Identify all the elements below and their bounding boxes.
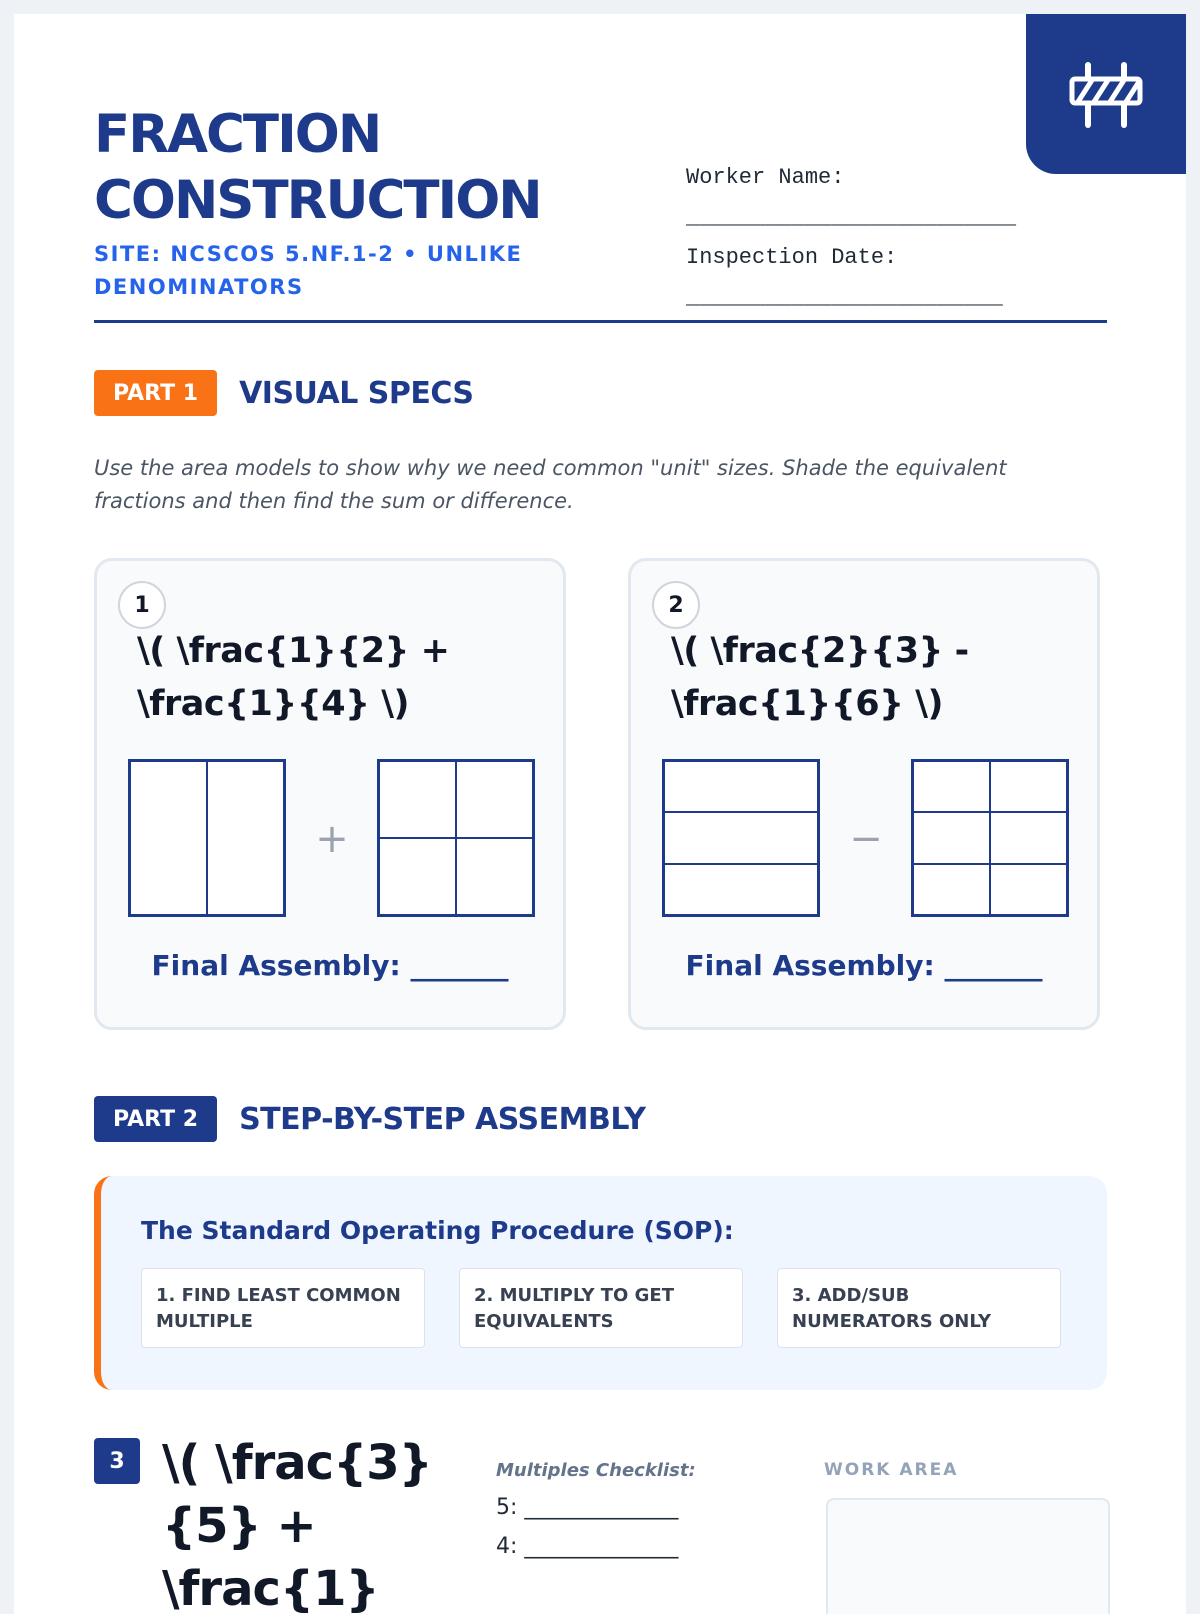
part1-badge: PART 1	[94, 370, 217, 416]
part2-header	[94, 1096, 646, 1142]
area-models	[662, 759, 1070, 919]
operator-plus: +	[315, 816, 349, 862]
problem-3-badge: 3	[94, 1438, 140, 1484]
worker-name-label: Worker Name:	[686, 165, 845, 190]
sop-title: The Standard Operating Procedure (SOP):	[141, 1216, 734, 1245]
problem-3-expression: \( \frac{3}{5} + \frac{1}	[162, 1435, 432, 1614]
sop-step-2: 2. MULTIPLY TO GET EQUIVALENTS	[459, 1268, 743, 1348]
part1-header	[94, 370, 474, 416]
checklist-title: Multiples Checklist:	[496, 1460, 696, 1481]
part2-badge: PART 2	[94, 1096, 217, 1142]
roadblock-barrier-icon	[1068, 59, 1144, 129]
checklist-line-5[interactable]: 5: ______________	[496, 1495, 679, 1520]
sop-step-3: 3. ADD/SUB NUMERATORS ONLY	[777, 1268, 1061, 1348]
area-model-quarters[interactable]	[379, 761, 534, 916]
area-model-halves[interactable]	[130, 761, 285, 916]
final-assembly-answer[interactable]: Final Assembly: _______	[151, 949, 509, 982]
site-subtitle: SITE: NCSCOS 5.NF.1-2 • UNLIKE DENOMINATORS	[94, 242, 523, 299]
multiples-checklist	[496, 1460, 696, 1559]
final-assembly-answer[interactable]: Final Assembly: _______	[685, 949, 1043, 982]
worker-name-blank[interactable]: _________________________	[686, 205, 1017, 230]
problem-card-1	[94, 558, 566, 1030]
title-line-2: CONSTRUCTION	[94, 170, 541, 231]
problem-card-2	[628, 558, 1100, 1030]
area-model-thirds[interactable]	[664, 761, 819, 916]
header-divider	[94, 320, 1107, 323]
work-area-label: WORK AREA	[824, 1460, 959, 1480]
checklist-line-4[interactable]: 4: ______________	[496, 1534, 679, 1559]
problem-number: 1	[118, 581, 166, 629]
problem-number: 2	[652, 581, 700, 629]
work-area-box[interactable]	[826, 1498, 1110, 1614]
area-models	[128, 759, 536, 919]
sop-panel	[94, 1176, 1107, 1390]
part1-instructions: Use the area models to show why we need common "unit" sizes. Shade the equivalent fractions and then find the sum or difference.	[94, 456, 1007, 513]
corner-badge	[1026, 14, 1186, 174]
worksheet-page	[14, 14, 1186, 1614]
inspection-date-label: Inspection Date:	[686, 245, 898, 270]
page-title	[94, 102, 541, 234]
problem-expression: \( \frac{2}{3} - \frac{1}{6} \)	[671, 631, 969, 724]
operator-minus: −	[849, 816, 883, 862]
inspection-date-blank[interactable]: ________________________	[686, 285, 1003, 310]
title-line-1: FRACTION	[94, 104, 381, 165]
problem-expression: \( \frac{1}{2} + \frac{1}{4} \)	[137, 631, 450, 724]
worker-info	[686, 158, 1016, 318]
part1-title: VISUAL SPECS	[239, 375, 474, 411]
area-model-sixths[interactable]	[913, 761, 1068, 916]
sop-step-1: 1. FIND LEAST COMMON MULTIPLE	[141, 1268, 425, 1348]
part2-title: STEP-BY-STEP ASSEMBLY	[239, 1101, 646, 1137]
